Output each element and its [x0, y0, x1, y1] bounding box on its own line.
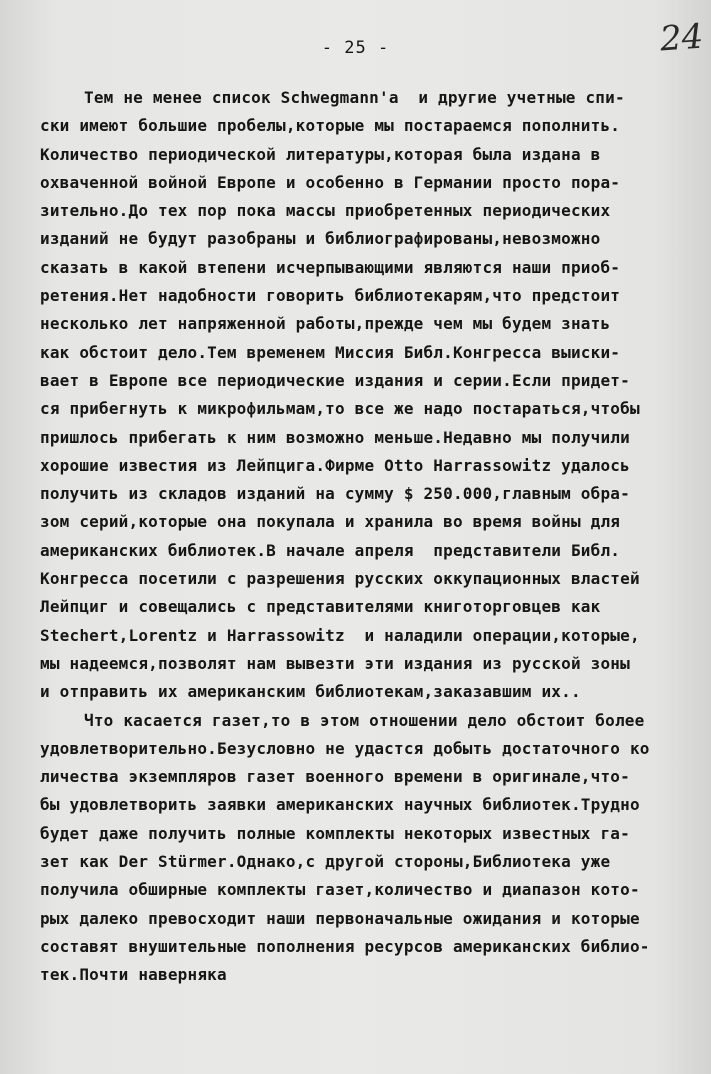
page-number: - 25 - [321, 38, 390, 58]
text-line: сказать в какой втепени исчерпывающими являются наши приоб- [40, 257, 621, 277]
text-line: вает в Европе все периодические издания и серии.Если придет- [40, 370, 630, 390]
text-line: хорошие известия из Лейпцига.Фирме Otto Harrassowitz удалось [40, 455, 630, 475]
text-line: получила обширные комплекты газет,количество и диапазон кото- [40, 880, 640, 900]
body-text [40, 84, 708, 990]
text-line: Тем не менее список Schwegmann'а и другие учетные спи- [84, 88, 625, 107]
handwritten-folio-number: 24 [658, 16, 705, 60]
text-line: личества экземпляров газет военного времени в оригинале,что- [40, 767, 630, 787]
text-line: ретения.Нет надобности говорить библиотекарям,что предстоит [40, 286, 621, 306]
text-line: американских библиотек.В начале апреля представители Библ. [40, 540, 621, 560]
text-line: Stechert,Lorentz и Harrassowitz и наладили операции,которые, [40, 625, 640, 645]
text-line: зом серий,которые она покупала и хранила во время войны для [40, 512, 621, 532]
text-line: будет даже получить полные комплекты некоторых известных га- [40, 823, 630, 843]
text-line: мы надеемся,позволят нам вывезти эти издания из русской зоны [40, 653, 630, 673]
text-line: ся прибегнуть к микрофильмам,то все же надо постараться,чтобы [40, 399, 640, 419]
text-line: изданий не будут разобраны и библиографированы,невозможно [40, 229, 601, 249]
text-line: как обстоит дело.Тем временем Миссия Библ.Конгресса выиски- [40, 342, 621, 362]
text-line: зительно.До тех пор пока массы приобретенных периодических [40, 201, 611, 221]
text-line: составят внушительные пополнения ресурсов американских библио- [40, 936, 650, 956]
text-line: охваченной войной Европе и особенно в Германии просто пора- [40, 172, 621, 192]
text-line: Что касается газет,то в этом отношении дело обстоит более [84, 710, 645, 730]
text-line: Количество периодической литературы,которая была издана в [40, 144, 601, 164]
text-line: несколько лет напряженной работы,прежде чем мы будем знать [40, 314, 611, 334]
text-line: ски имеют большие пробелы,которые мы постараемся пополнить. [40, 116, 621, 136]
text-line: пришлось прибегать к ним возможно меньше.Недавно мы получили [40, 427, 630, 447]
text-line: рых далеко превосходит наши первоначальные ожидания и которые [40, 908, 640, 928]
text-line: Лейпциг и совещались с представителями книготорговцев как [40, 597, 601, 617]
text-line: бы удовлетворить заявки американских научных библиотек.Трудно [40, 795, 640, 815]
text-line: тек.Почти наверняка [40, 965, 227, 985]
text-line: Конгресса посетили с разрешения русских оккупационных властей [40, 569, 640, 589]
text-line: получить из складов изданий на сумму $ 250.000,главным обра- [40, 484, 630, 504]
text-line: удовлетворительно.Безусловно не удастся добыть достаточного ко [40, 738, 650, 758]
text-line: и отправить их американским библиотекам,заказавшим их.. [40, 682, 581, 702]
text-line: зет как Der Stürmer.Однако,с другой стороны,Библиотека уже [40, 852, 611, 872]
